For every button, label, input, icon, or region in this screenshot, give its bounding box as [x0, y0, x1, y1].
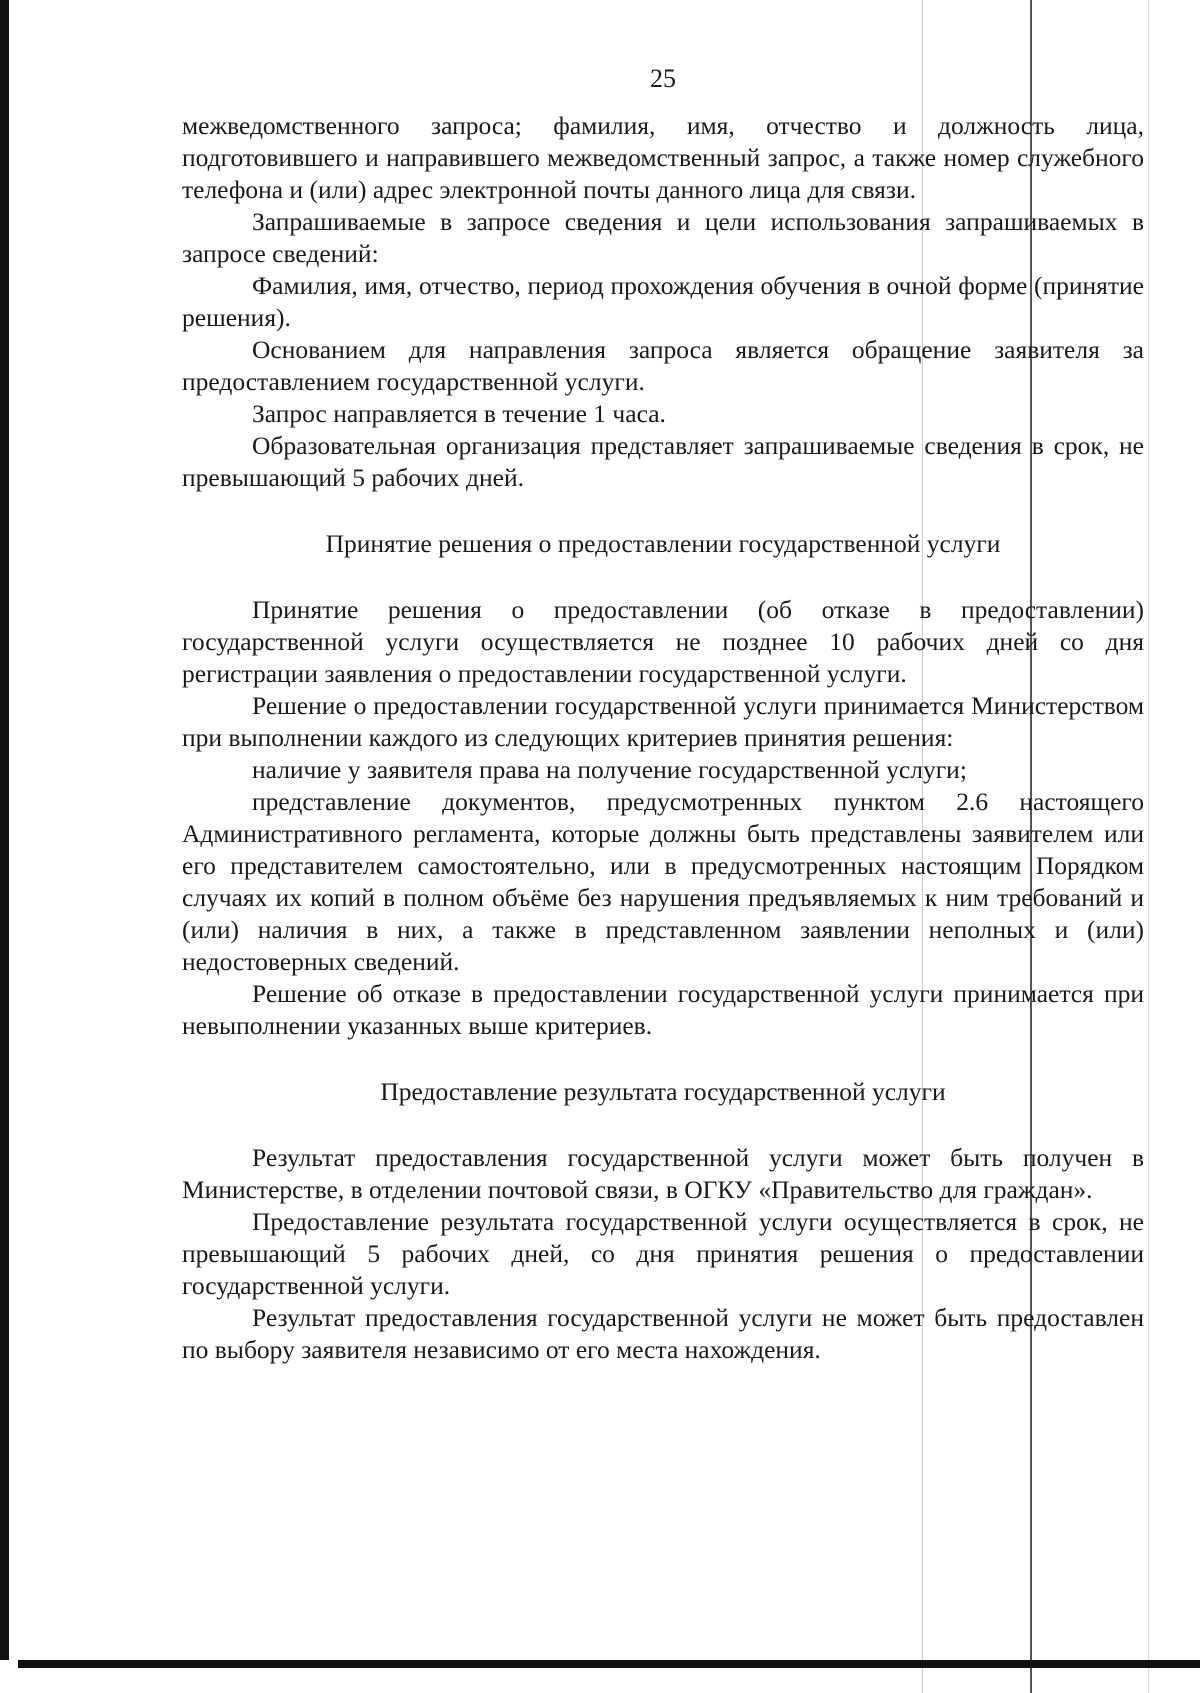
section-title: Принятие решения о предоставлении государственной услуги	[325, 529, 1001, 558]
paragraph: представление документов, предусмотренных пунктом 2.6 настоящего Административного регламента, которые должны быть представлены заявителем или его представителем самостоятельно, или в предусмотренных настоящим Порядком случаях их копий в полном объёме без нарушения предъявляемых к ним требований и (или) наличия в них, а также в представленном заявлении неполных и (или) недостоверных сведений.	[182, 787, 1144, 976]
paragraph: Основанием для направления запроса является обращение заявителя за предоставлением государственной услуги.	[182, 335, 1144, 396]
paragraph: Образовательная организация представляет запрашиваемые сведения в срок, не превышающий 5 рабочих дней.	[182, 431, 1144, 492]
paragraph: Решение об отказе в предоставлении государственной услуги принимается при невыполнении указанных выше критериев.	[182, 979, 1144, 1040]
scan-bottom-edge	[18, 1660, 1200, 1668]
paragraph: Запрос направляется в течение 1 часа.	[252, 399, 666, 428]
paragraph: Предоставление результата государственной услуги осуществляется в срок, не превышающий 5 рабочих дней, со дня принятия решения о предоставлении государственной услуги.	[182, 1207, 1144, 1300]
paragraph: Результат предоставления государственной услуги может быть получен в Министерстве, в отделении почтовой связи, в ОГКУ «Правительство для граждан».	[182, 1143, 1144, 1204]
scan-fold-line	[1148, 0, 1149, 1693]
paragraph: Результат предоставления государственной услуги не может быть предоставлен по выбору заявителя независимо от его места нахождения.	[182, 1303, 1144, 1364]
paragraph: Запрашиваемые в запросе сведения и цели использования запрашиваемых в запросе сведений:	[182, 207, 1144, 268]
paragraph: межведомственного запроса; фамилия, имя, отчество и должность лица, подготовившего и направившего межведомственный запрос, а также номер служебного телефона и (или) адрес электронной почты данного лица для связи.	[182, 111, 1144, 204]
page-number: 25	[650, 64, 676, 93]
paragraph: Решение о предоставлении государственной услуги принимается Министерством при выполнении каждого из следующих критериев принятия решения:	[182, 691, 1144, 752]
document-page	[182, 64, 1144, 1366]
paragraph: наличие у заявителя права на получение государственной услуги;	[252, 755, 967, 784]
scan-edge-left	[0, 0, 9, 1660]
paragraph: Фамилия, имя, отчество, период прохождения обучения в очной форме (принятие решения).	[182, 271, 1144, 332]
paragraph: Принятие решения о предоставлении (об отказе в предоставлении) государственной услуги осуществляется не позднее 10 рабочих дней со дня регистрации заявления о предоставлении государственной услуги.	[182, 595, 1144, 688]
section-title: Предоставление результата государственной услуги	[380, 1077, 946, 1106]
